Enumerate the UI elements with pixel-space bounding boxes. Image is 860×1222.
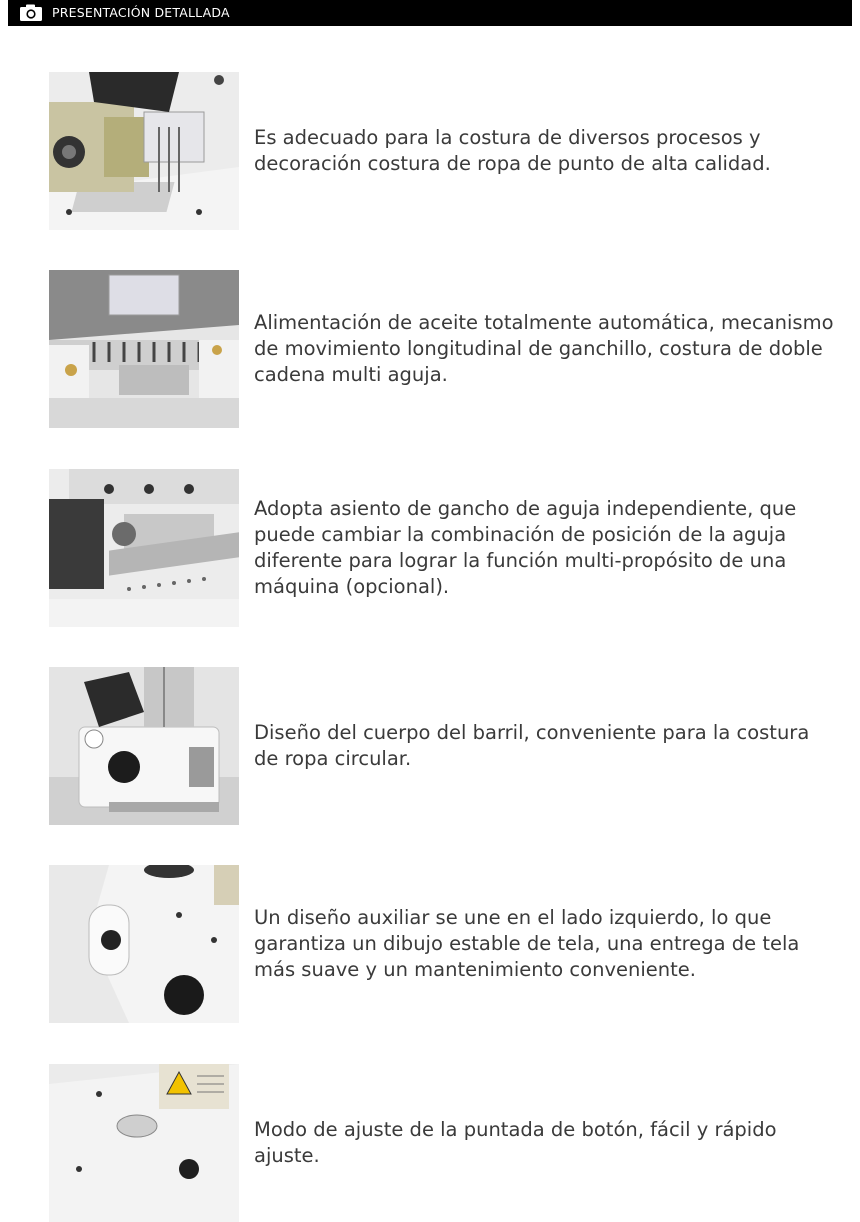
stitch-adjust-button-photo (49, 1064, 239, 1222)
barrel-body-photo (49, 667, 239, 825)
needle-hook-seat-photo (49, 469, 239, 627)
feature-description: Adopta asiento de gancho de aguja independiente, que puede cambiar la combinación de posición de la aguja diferente para lograr la función multi-propósito de una máquina (opcional). (254, 497, 797, 598)
feature-item (49, 469, 849, 627)
feature-description: Diseño del cuerpo del barril, conveniente para la costura de ropa circular. (254, 721, 810, 770)
feature-item (49, 270, 849, 428)
feature-description: Es adecuado para la costura de diversos procesos y decoración costura de ropa de punto de alta calidad. (254, 126, 771, 175)
feature-description: Modo de ajuste de la puntada de botón, fácil y rápido ajuste. (254, 1118, 777, 1167)
section-header (8, 0, 852, 26)
camera-icon (18, 3, 44, 23)
section-title: PRESENTACIÓN DETALLADA (52, 5, 230, 20)
feature-description: Un diseño auxiliar se une en el lado izquierdo, lo que garantiza un dibujo estable de tela, una entrega de tela más suave y un mantenimiento conveniente. (254, 906, 800, 981)
feature-item (49, 1064, 849, 1222)
feature-item (49, 72, 849, 230)
feature-item (49, 667, 849, 825)
sewing-machine-needle-plate-photo (49, 72, 239, 230)
auxiliary-puller-photo (49, 865, 239, 1023)
feature-item (49, 865, 849, 1023)
feature-description: Alimentación de aceite totalmente automática, mecanismo de movimiento longitudinal de ganchillo, costura de doble cadena multi aguja. (254, 311, 834, 386)
looper-mechanism-photo (49, 270, 239, 428)
